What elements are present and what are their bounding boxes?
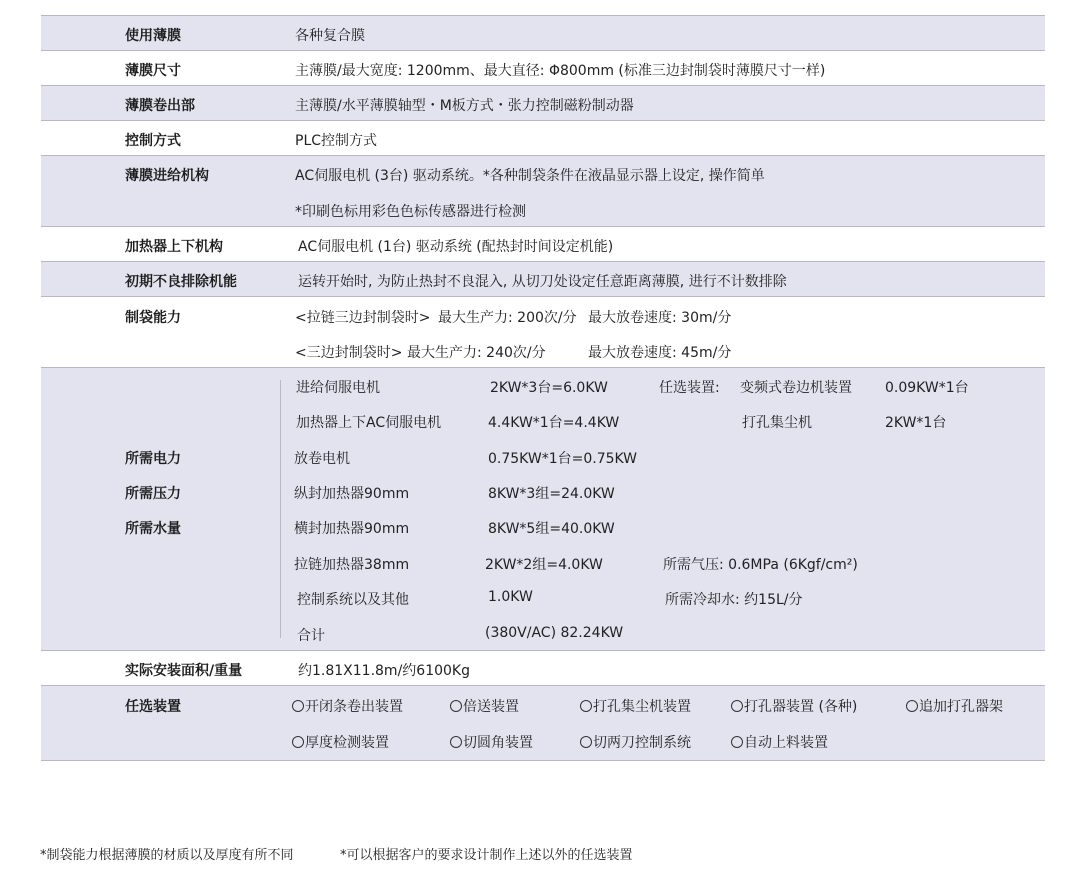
- row-value: 运转开始时, 为防止热封不良混入, 从切刀处设定任意距离薄膜, 进行不计数排除: [298, 274, 787, 290]
- power-item-name: 纵封加热器90mm: [294, 486, 410, 502]
- option-item-label: 追加打孔器架: [919, 699, 1003, 715]
- power-total-label: 合计: [297, 628, 325, 644]
- footnote: *制袋能力根据薄膜的材质以及厚度有所不同: [40, 848, 294, 863]
- option-name: 变频式卷边机装置: [740, 380, 852, 396]
- row-film: [41, 15, 1045, 51]
- row-heater: [41, 227, 1045, 262]
- row-capacity: [41, 297, 1045, 368]
- row-value: *印刷色标用彩色色标传感器进行检测: [295, 204, 526, 220]
- row-label: 制袋能力: [125, 310, 181, 326]
- circle-icon: [580, 736, 592, 748]
- power-item-name: 放卷电机: [294, 451, 350, 467]
- option-item-label: 打孔集尘机装置: [593, 699, 691, 715]
- row-optional: [41, 686, 1045, 761]
- spec-table: [41, 15, 1045, 761]
- circle-icon: [580, 700, 592, 712]
- option-item-label: 切圆角装置: [463, 735, 533, 751]
- pressure-label: 所需压力: [125, 486, 181, 502]
- column-divider: [280, 380, 281, 638]
- option-item: [906, 696, 1003, 716]
- row-value: AC伺服电机 (1台) 驱动系统 (配热封时间设定机能): [298, 239, 614, 255]
- capacity-output: 最大生产力: 240次/分: [407, 345, 546, 361]
- power-total-value: (380V/AC) 82.24KW: [485, 625, 624, 641]
- option-item: [731, 732, 828, 752]
- option-item-label: 自动上料装置: [744, 735, 828, 751]
- circle-icon: [731, 736, 743, 748]
- cooling-water: 所需冷却水: 约15L/分: [665, 592, 803, 608]
- row-value: AC伺服电机 (3台) 驱动系统。*各种制袋条件在液晶显示器上设定, 操作简单: [295, 168, 765, 184]
- power-label: 所需电力: [125, 451, 181, 467]
- capacity-mode: <三边封制袋时>: [295, 345, 403, 361]
- row-label: 薄膜卷出部: [125, 98, 195, 114]
- row-label: 薄膜尺寸: [125, 63, 181, 79]
- power-item-name: 加热器上下AC伺服电机: [296, 415, 442, 431]
- power-item-name: 拉链加热器38mm: [294, 557, 410, 573]
- power-item-value: 4.4KW*1台=4.4KW: [488, 415, 620, 431]
- option-value: 0.09KW*1台: [885, 380, 969, 396]
- row-label: 使用薄膜: [125, 28, 181, 44]
- row-size: [41, 51, 1045, 86]
- air-pressure: 所需气压: 0.6MPa (6Kgf/cm²): [663, 557, 858, 573]
- option-item-label: 开闭条卷出装置: [305, 699, 403, 715]
- option-item: [580, 696, 691, 716]
- row-value: 主薄膜/最大宽度: 1200mm、最大直径: Φ800mm (标准三边封制袋时薄膜尺寸一样): [295, 63, 826, 79]
- power-item-value: 8KW*5组=40.0KW: [488, 521, 615, 537]
- circle-icon: [292, 736, 304, 748]
- power-item-value: 2KW*3台=6.0KW: [490, 380, 608, 396]
- circle-icon: [292, 700, 304, 712]
- row-label: 实际安装面积/重量: [125, 663, 243, 679]
- footnote: *可以根据客户的要求设计制作上述以外的任选装置: [340, 848, 633, 863]
- power-item-value: 8KW*3组=24.0KW: [488, 486, 615, 502]
- row-value: 主薄膜/水平薄膜轴型・M板方式・张力控制磁粉制动器: [295, 98, 634, 114]
- row-unwind: [41, 86, 1045, 121]
- row-power: [41, 368, 1045, 651]
- row-label: 任选装置: [125, 699, 181, 715]
- option-item-label: 切两刀控制系统: [593, 735, 691, 751]
- power-item-value: 2KW*2组=4.0KW: [485, 557, 603, 573]
- row-label: 控制方式: [125, 133, 181, 149]
- power-item-name: 横封加热器90mm: [294, 521, 410, 537]
- option-item-label: 倍送装置: [463, 699, 519, 715]
- row-label: 初期不良排除机能: [125, 274, 237, 290]
- row-feed: [41, 156, 1045, 227]
- option-item: [450, 732, 533, 752]
- option-item: [292, 732, 389, 752]
- circle-icon: [450, 736, 462, 748]
- capacity-speed: 最大放卷速度: 30m/分: [588, 310, 732, 326]
- water-label: 所需水量: [125, 521, 181, 537]
- capacity-speed: 最大放卷速度: 45m/分: [588, 345, 732, 361]
- power-item-value: 1.0KW: [488, 589, 533, 605]
- row-reject: [41, 262, 1045, 297]
- option-item-label: 打孔器装置 (各种): [744, 699, 858, 715]
- circle-icon: [450, 700, 462, 712]
- row-control: [41, 121, 1045, 156]
- option-value: 2KW*1台: [885, 415, 947, 431]
- option-item: [292, 696, 403, 716]
- option-item: [580, 732, 691, 752]
- circle-icon: [906, 700, 918, 712]
- power-item-value: 0.75KW*1台=0.75KW: [488, 451, 638, 467]
- option-label: 任选装置:: [659, 380, 720, 396]
- option-item: [450, 696, 519, 716]
- power-item-name: 进给伺服电机: [296, 380, 380, 396]
- row-value: 各种复合膜: [295, 28, 365, 44]
- row-value: 约1.81X11.8m/约6100Kg: [298, 663, 470, 679]
- row-label: 薄膜进给机构: [125, 168, 209, 184]
- capacity-output: 最大生产力: 200次/分: [438, 310, 577, 326]
- capacity-mode: <拉链三边封制袋时>: [295, 310, 431, 326]
- option-item-label: 厚度检测装置: [305, 735, 389, 751]
- option-item: [731, 696, 857, 716]
- option-name: 打孔集尘机: [742, 415, 812, 431]
- circle-icon: [731, 700, 743, 712]
- row-install: [41, 651, 1045, 686]
- row-value: PLC控制方式: [295, 133, 378, 149]
- power-item-name: 控制系统以及其他: [297, 592, 409, 608]
- row-label: 加热器上下机构: [125, 239, 223, 255]
